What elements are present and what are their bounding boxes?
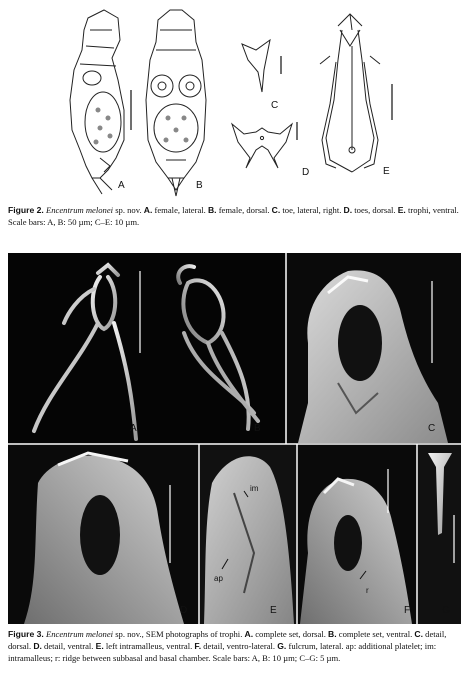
caption-2-key-c: C. xyxy=(271,205,281,215)
caption-3-species: Encentrum melonei xyxy=(45,629,114,639)
caption-3-label: Figure 3. xyxy=(8,629,44,639)
drawing-toes-dorsal xyxy=(232,124,292,168)
fig2-label-c: C xyxy=(271,100,279,111)
caption-2-species: Encentrum melonei xyxy=(45,205,114,215)
caption-2-text-d: toes, dorsal. xyxy=(352,205,398,215)
fig3-label-c: C xyxy=(428,423,436,434)
drawing-female-lateral xyxy=(70,10,124,194)
drawing-female-dorsal xyxy=(146,10,206,196)
figure-2-svg xyxy=(0,0,469,200)
fig3-label-e: E xyxy=(270,605,277,616)
caption-3-key-b: B. xyxy=(328,629,337,639)
fig3-label-f: F xyxy=(404,605,411,616)
caption-3-text-f: detail, ventro-lateral. xyxy=(201,641,278,651)
caption-2-text-e: trophi, ventral. Scale bars: A, B: 50 µm; C–E: 10 µm. xyxy=(8,205,459,227)
drawing-toe-lateral xyxy=(242,40,270,92)
fig3-label-d: D xyxy=(180,605,188,616)
fig2-label-a: A xyxy=(118,180,125,191)
caption-3-key-e: E. xyxy=(95,641,104,651)
fig3-label-g: G xyxy=(442,605,450,616)
drawing-trophi-ventral xyxy=(320,14,380,172)
caption-3-key-d: D. xyxy=(33,641,42,651)
caption-3-key-f: F. xyxy=(194,641,202,651)
caption-2-text-b: female, dorsal. xyxy=(216,205,272,215)
caption-3-text-b: complete set, ventral. xyxy=(336,629,415,639)
drawing-female-lateral-yolk xyxy=(94,108,113,145)
caption-3-key-a: A. xyxy=(244,629,254,639)
figure-2-caption xyxy=(8,204,460,228)
fig3-label-a: A xyxy=(130,423,137,434)
fig3-annotation-r: r xyxy=(366,586,369,595)
caption-3-text-e: left intramalleus, ventral. xyxy=(103,641,195,651)
fig3-annotation-im: im xyxy=(250,484,259,493)
caption-3-key-g: G. xyxy=(277,641,287,651)
figure-3-sem-panels xyxy=(8,253,461,624)
caption-2-key-e: E. xyxy=(397,205,406,215)
caption-2-label: Figure 2. xyxy=(8,205,44,215)
caption-3-text-a: complete set, dorsal. xyxy=(253,629,329,639)
caption-2-key-d: D. xyxy=(343,205,353,215)
caption-2-text-a: female, lateral. xyxy=(152,205,208,215)
caption-2-key-b: B. xyxy=(207,205,217,215)
drawing-female-dorsal-yolk xyxy=(164,116,189,143)
figure-3-caption xyxy=(8,628,460,664)
caption-2-rest: sp. nov. xyxy=(113,205,144,215)
caption-3-text-g: fulcrum, lateral. ap: additional platelet; im: intramalleus; r: ridge between subbasal and basal chamber. Scale bars: A, B: 10 µm; C–G: 5 µm. xyxy=(8,641,437,663)
figure-3-svg xyxy=(8,253,461,624)
fig2-label-e: E xyxy=(383,166,390,177)
fig3-label-b: B xyxy=(254,423,261,434)
caption-3-key-c: C. xyxy=(414,629,424,639)
figure-2-drawings xyxy=(0,0,469,200)
fig3-annotation-ap: ap xyxy=(214,574,223,583)
fig2-label-b: B xyxy=(196,180,203,191)
caption-3-text-c: detail, dorsal. xyxy=(8,629,447,651)
caption-2-key-a: A. xyxy=(143,205,153,215)
caption-2-text-c: toe, lateral, right. xyxy=(280,205,344,215)
caption-3-text-d: detail, ventral. xyxy=(41,641,96,651)
caption-3-rest: sp. nov., SEM photographs of trophi. xyxy=(113,629,245,639)
fig2-label-d: D xyxy=(302,167,310,178)
